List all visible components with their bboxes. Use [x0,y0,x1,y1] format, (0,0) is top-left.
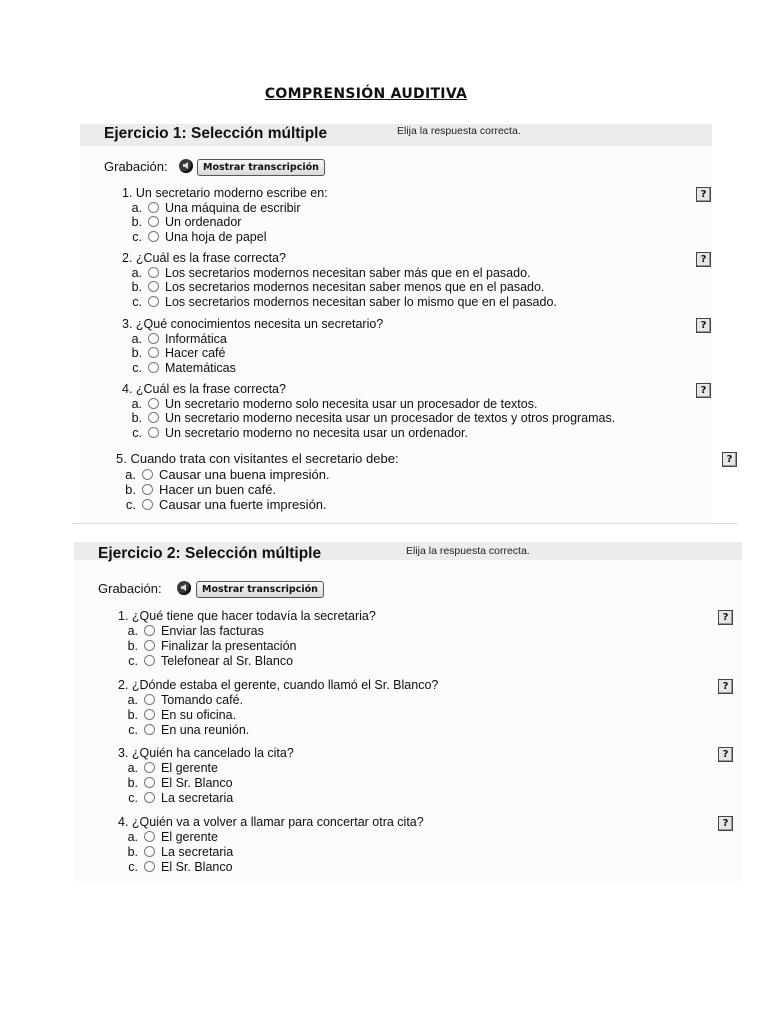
question-text: 4. ¿Quién va a volver a llamar para concertar otra cita? [118,815,424,829]
answer-option[interactable] [116,266,531,280]
option-letter: a. [131,332,142,346]
speaker-icon[interactable] [179,159,193,173]
option-label: Finalizar la presentación [161,639,297,653]
answer-option[interactable] [116,280,544,294]
option-letter: c. [128,791,138,805]
recording-label: Grabación: [104,159,168,174]
option-letter: c. [128,723,138,737]
radio-button[interactable] [148,398,159,409]
option-label: Un secretario moderno necesita usar un procesador de textos y otros programas. [165,411,616,425]
answer-option[interactable] [112,830,218,844]
answer-option[interactable] [112,776,233,790]
option-letter: b. [127,639,138,653]
radio-button[interactable] [144,762,155,773]
answer-option[interactable] [112,693,243,707]
option-label: Los secretarios modernos necesitan saber lo mismo que en el pasado. [165,295,557,309]
answer-option[interactable] [112,708,236,722]
question-text: 1. Un secretario moderno escribe en: [122,186,328,200]
answer-option[interactable] [116,295,557,309]
answer-option[interactable] [112,791,233,805]
exercise-title: Ejercicio 2: Selección múltiple [98,545,322,562]
option-letter: a. [131,397,142,411]
radio-button[interactable] [148,202,159,213]
question-text: 1. ¿Qué tiene que hacer todavía la secretaria? [118,609,376,623]
answer-option[interactable] [110,482,276,497]
radio-button[interactable] [142,499,153,510]
option-letter: a. [127,830,138,844]
option-label: La secretaria [161,845,234,859]
question-text: 2. ¿Dónde estaba el gerente, cuando llamó el Sr. Blanco? [118,678,439,692]
help-icon[interactable]: ? [718,679,733,694]
exercise-1 [80,124,733,524]
radio-button[interactable] [144,655,155,666]
exercise-instruction: Elija la respuesta correcta. [397,125,521,137]
radio-button[interactable] [144,792,155,803]
option-label: Matemáticas [165,361,236,375]
radio-button[interactable] [144,724,155,735]
option-label: Informática [165,332,227,346]
help-icon[interactable]: ? [722,452,737,467]
option-label: Hacer un buen café. [159,482,277,497]
option-letter: a. [125,467,136,482]
answer-option[interactable] [116,397,537,411]
option-label: Hacer café [165,346,226,360]
help-icon[interactable]: ? [696,187,711,202]
speaker-icon[interactable] [177,581,191,595]
option-letter: a. [127,761,138,775]
radio-button[interactable] [144,625,155,636]
option-label: Un secretario moderno no necesita usar un ordenador. [165,426,468,440]
option-label: Causar una fuerte impresión. [159,497,327,512]
option-label: Los secretarios modernos necesitan saber más que en el pasado. [165,266,531,280]
answer-option[interactable] [110,497,327,512]
help-icon[interactable]: ? [696,318,711,333]
answer-option[interactable] [112,845,233,859]
option-label: Telefonear al Sr. Blanco [161,654,294,668]
option-label: El gerente [161,761,218,775]
option-letter: c. [125,497,136,512]
option-label: El Sr. Blanco [161,776,233,790]
help-icon[interactable]: ? [718,816,733,831]
answer-option[interactable] [112,860,233,874]
radio-button[interactable] [148,333,159,344]
option-label: El gerente [161,830,218,844]
answer-option[interactable] [116,201,301,215]
option-letter: c. [132,230,142,244]
option-label: En una reunión. [161,723,250,737]
radio-button[interactable] [142,484,153,495]
radio-button[interactable] [148,427,159,438]
option-label: Un secretario moderno solo necesita usar un procesador de textos. [165,397,538,411]
show-transcript-button[interactable]: Mostrar transcripción [196,581,324,598]
option-label: Una máquina de escribir [165,201,301,215]
answer-option[interactable] [116,411,615,425]
answer-option[interactable] [112,723,249,737]
option-letter: a. [131,201,142,215]
radio-button[interactable] [148,296,159,307]
answer-option[interactable] [112,639,297,653]
radio-button[interactable] [148,216,159,227]
answer-option[interactable] [116,361,236,375]
answer-option[interactable] [116,332,227,346]
exercise-instruction: Elija la respuesta correcta. [406,545,530,557]
exercise-2 [74,542,742,882]
answer-option[interactable] [112,624,264,638]
question-text: 3. ¿Quién ha cancelado la cita? [118,746,294,760]
radio-button[interactable] [144,846,155,857]
section-divider [72,523,738,524]
page-title: COMPRENSIÓN AUDITIVA [264,86,468,102]
radio-button[interactable] [148,231,159,242]
question-text: 3. ¿Qué conocimientos necesita un secretario? [122,317,384,331]
option-letter: a. [127,624,138,638]
recording-label: Grabación: [98,581,162,596]
show-transcript-button[interactable]: Mostrar transcripción [197,159,325,176]
option-label: La secretaria [161,791,234,805]
answer-option[interactable] [110,467,330,482]
option-letter: c. [128,654,138,668]
answer-option[interactable] [112,761,218,775]
answer-option[interactable] [112,654,293,668]
option-letter: c. [132,426,142,440]
radio-button[interactable] [144,861,155,872]
radio-button[interactable] [148,281,159,292]
option-letter: a. [127,693,138,707]
option-label: Tomando café. [161,693,243,707]
radio-button[interactable] [142,469,153,480]
option-letter: b. [131,346,142,360]
help-icon[interactable]: ? [718,610,733,625]
option-label: Una hoja de papel [165,230,267,244]
question-text: 5. Cuando trata con visitantes el secretario debe: [116,451,399,466]
option-letter: a. [131,266,142,280]
answer-option[interactable] [116,346,225,360]
radio-button[interactable] [148,362,159,373]
question-text: 4. ¿Cuál es la frase correcta? [122,382,286,396]
option-letter: c. [128,860,138,874]
answer-option[interactable] [116,215,241,229]
option-letter: b. [127,845,138,859]
option-letter: b. [125,482,136,497]
help-icon[interactable]: ? [718,747,733,762]
radio-button[interactable] [148,412,159,423]
option-label: En su oficina. [161,708,237,722]
option-letter: b. [127,708,138,722]
option-letter: b. [131,411,142,425]
radio-button[interactable] [144,831,155,842]
help-icon[interactable]: ? [696,383,711,398]
radio-button[interactable] [144,640,155,651]
option-label: Un ordenador [165,215,242,229]
option-letter: b. [131,215,142,229]
question-text: 2. ¿Cuál es la frase correcta? [122,251,286,265]
option-letter: b. [131,280,142,294]
exercise-title: Ejercicio 1: Selección múltiple [104,125,328,142]
option-label: Enviar las facturas [161,624,264,638]
option-letter: c. [132,361,142,375]
radio-button[interactable] [144,694,155,705]
answer-option[interactable] [116,426,468,440]
answer-option[interactable] [116,230,266,244]
radio-button[interactable] [148,267,159,278]
option-letter: c. [132,295,142,309]
radio-button[interactable] [148,347,159,358]
option-label: Los secretarios modernos necesitan saber menos que en el pasado. [165,280,545,294]
radio-button[interactable] [144,777,155,788]
option-letter: b. [127,776,138,790]
option-label: Causar una buena impresión. [159,467,330,482]
help-icon[interactable]: ? [696,252,711,267]
option-label: El Sr. Blanco [161,860,233,874]
radio-button[interactable] [144,709,155,720]
